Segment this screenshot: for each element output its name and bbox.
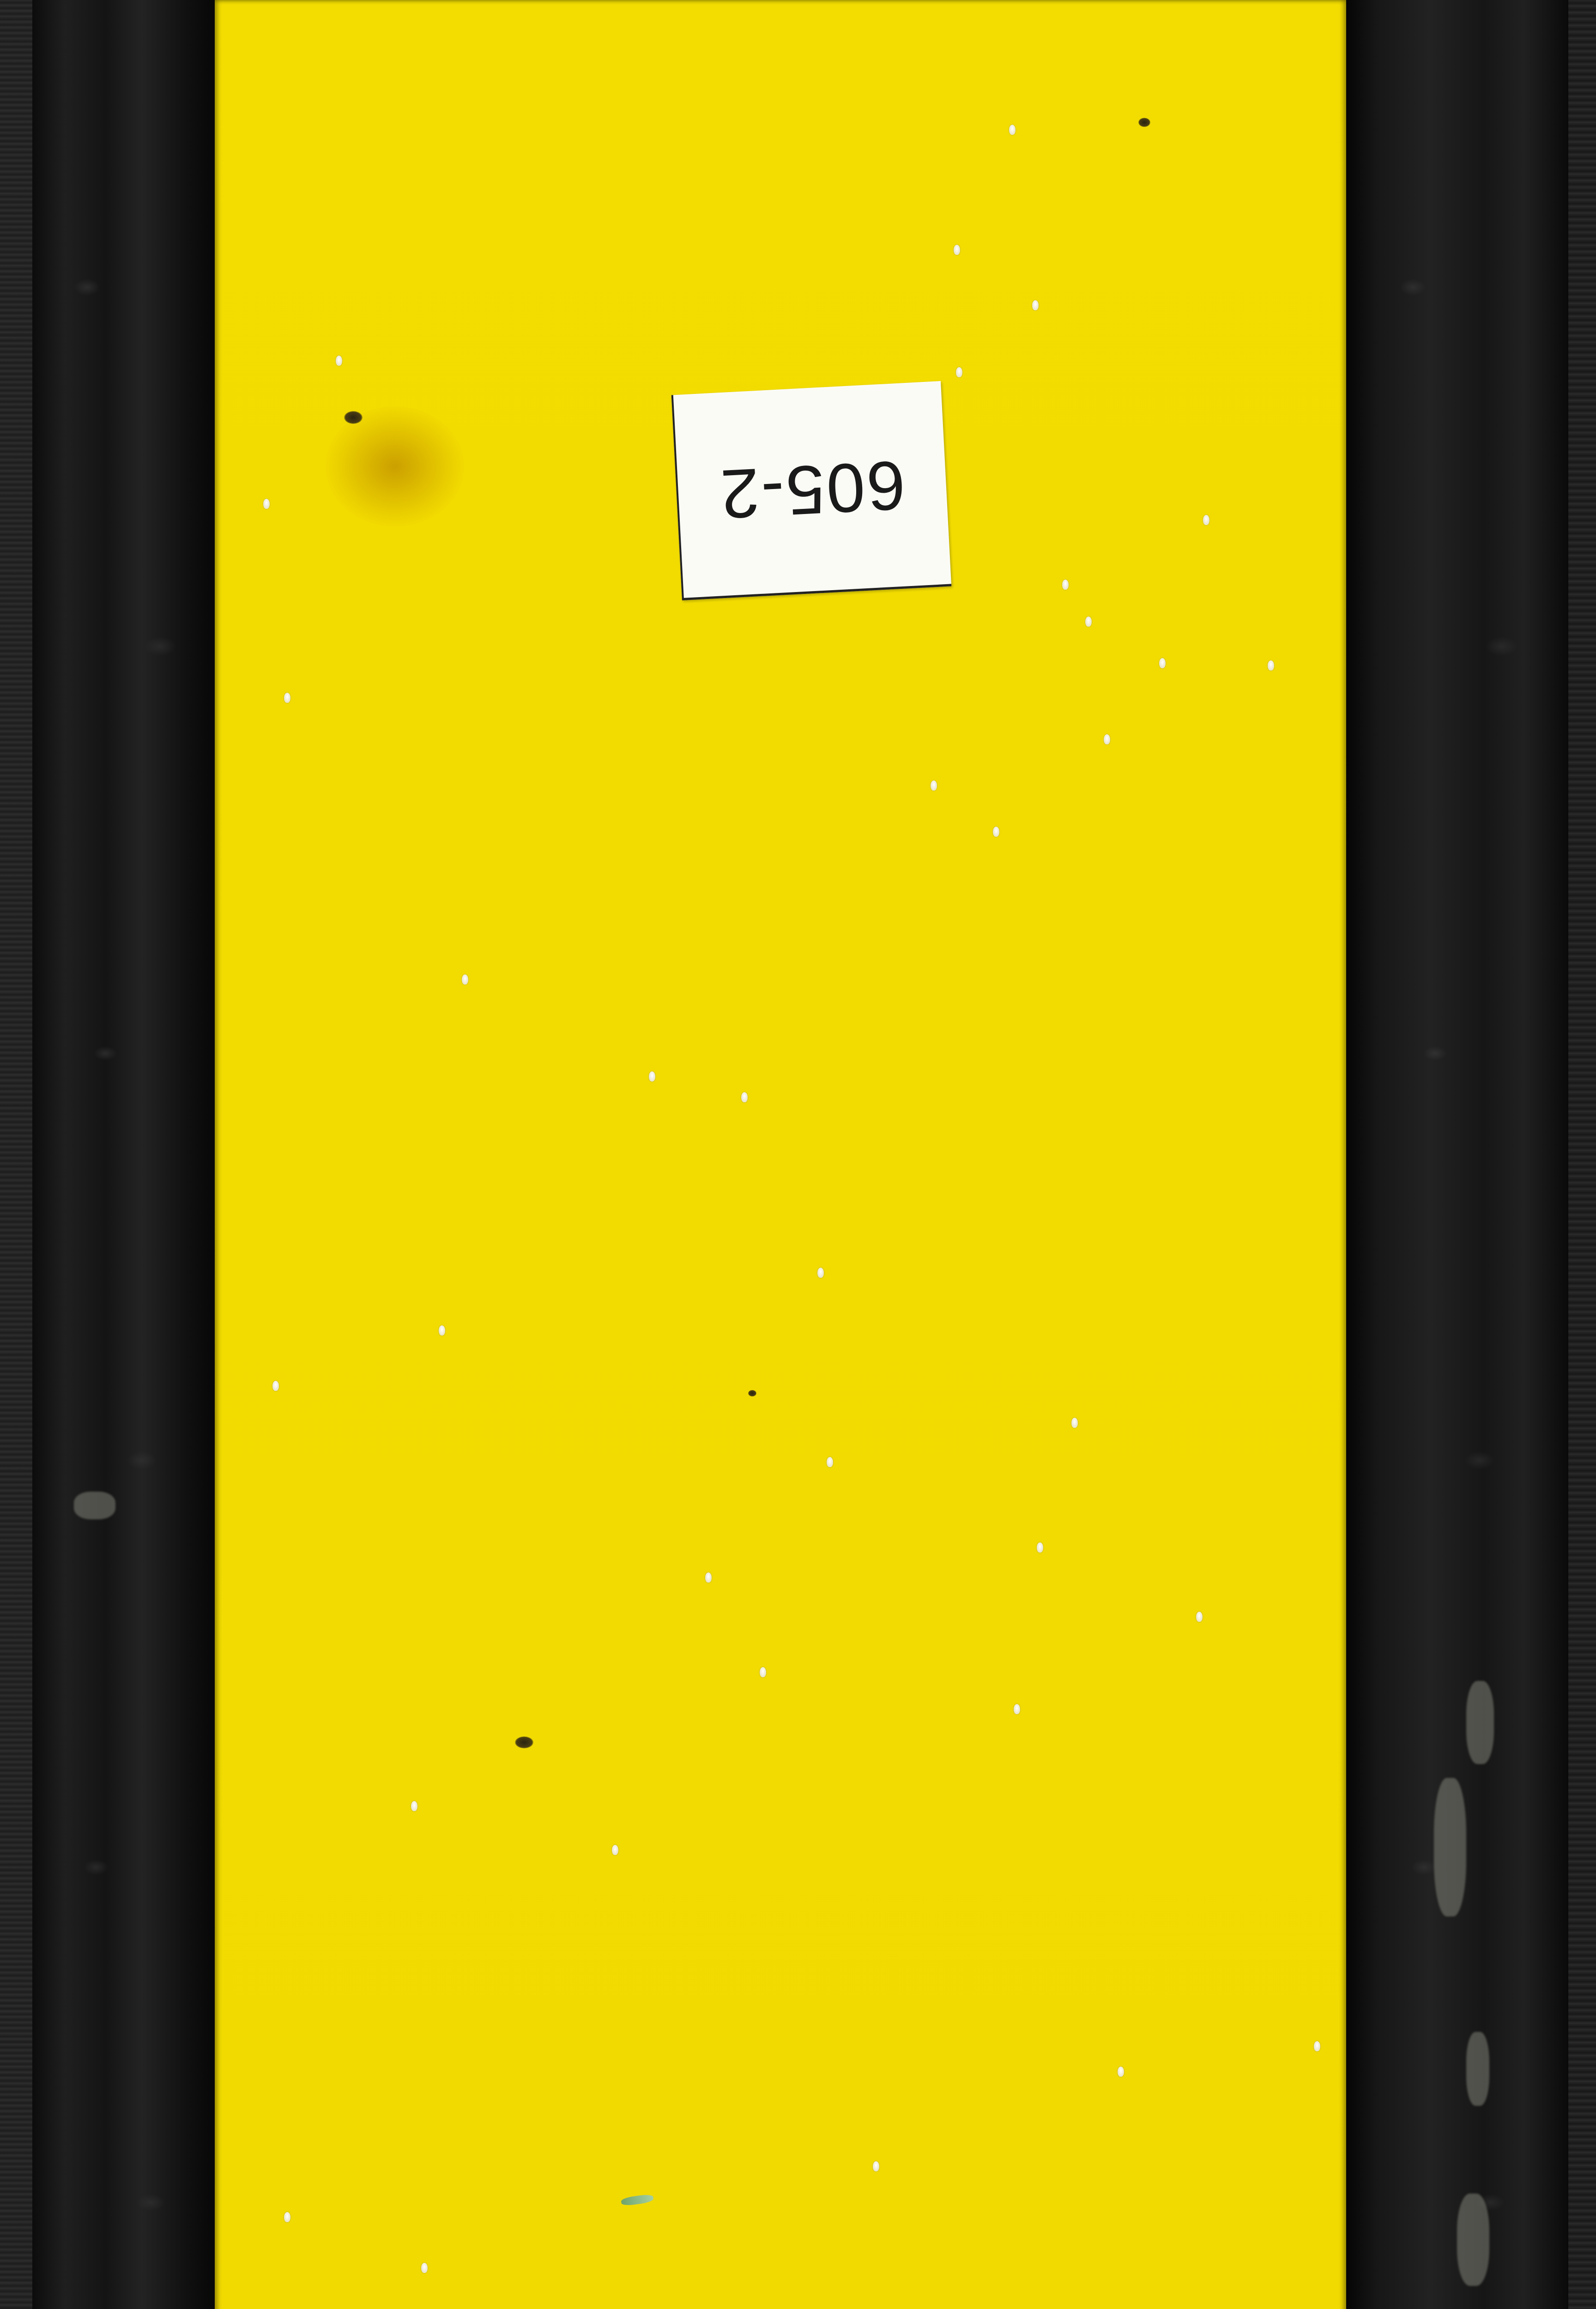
white-insect [1104, 734, 1110, 744]
white-insect [1203, 515, 1209, 525]
white-insect [421, 2263, 428, 2273]
rail-scuff [74, 1492, 115, 1519]
textured-surface-right [1568, 0, 1596, 2309]
white-insect [1009, 125, 1016, 135]
white-insect [263, 499, 270, 509]
white-insect [1118, 2067, 1124, 2077]
white-insect [827, 1457, 833, 1467]
green-insect [621, 2194, 654, 2206]
residue-stain [326, 406, 464, 526]
white-insect [284, 2212, 290, 2222]
frame-rail-right [1346, 0, 1568, 2309]
rail-texture [1346, 0, 1568, 2309]
textured-surface-left [0, 0, 32, 2309]
dark-insect [1138, 118, 1150, 127]
white-insect [649, 1071, 655, 1082]
white-insect [954, 245, 960, 255]
white-insect [1071, 1418, 1078, 1428]
dark-insect [748, 1390, 756, 1396]
white-insect [931, 780, 937, 791]
white-insect [439, 1325, 445, 1336]
rail-texture [32, 0, 215, 2309]
white-insect [1062, 580, 1069, 590]
white-insect [1037, 1542, 1043, 1553]
dark-insect [344, 411, 363, 424]
white-insect [1085, 617, 1092, 627]
white-insect [284, 693, 290, 703]
rail-scuff [1466, 2032, 1489, 2106]
white-insect [993, 827, 999, 837]
white-insect [873, 2161, 879, 2171]
white-insect [760, 1667, 766, 1677]
white-insect [956, 367, 962, 377]
yellow-sticky-trap [215, 0, 1346, 2309]
white-insect [1159, 658, 1166, 668]
dark-insect [515, 1736, 533, 1748]
white-insect [462, 974, 468, 985]
trap-label-text: 605-2 [717, 446, 907, 533]
white-insect [336, 356, 342, 366]
frame-rail-left [32, 0, 215, 2309]
rail-scuff [1457, 2194, 1489, 2286]
trap-label-tag [671, 381, 951, 600]
white-insect [1196, 1612, 1203, 1622]
white-insect [1268, 660, 1274, 671]
white-insect [705, 1572, 712, 1583]
white-insect [411, 1801, 417, 1811]
white-insect [1014, 1704, 1020, 1714]
white-insect [817, 1268, 824, 1278]
rail-scuff [1434, 1778, 1466, 1916]
white-insect [272, 1381, 279, 1391]
white-insect [1314, 2041, 1320, 2051]
white-insect [741, 1092, 748, 1102]
white-insect [612, 1845, 618, 1855]
white-insect [1032, 300, 1039, 310]
rail-scuff [1466, 1681, 1494, 1764]
